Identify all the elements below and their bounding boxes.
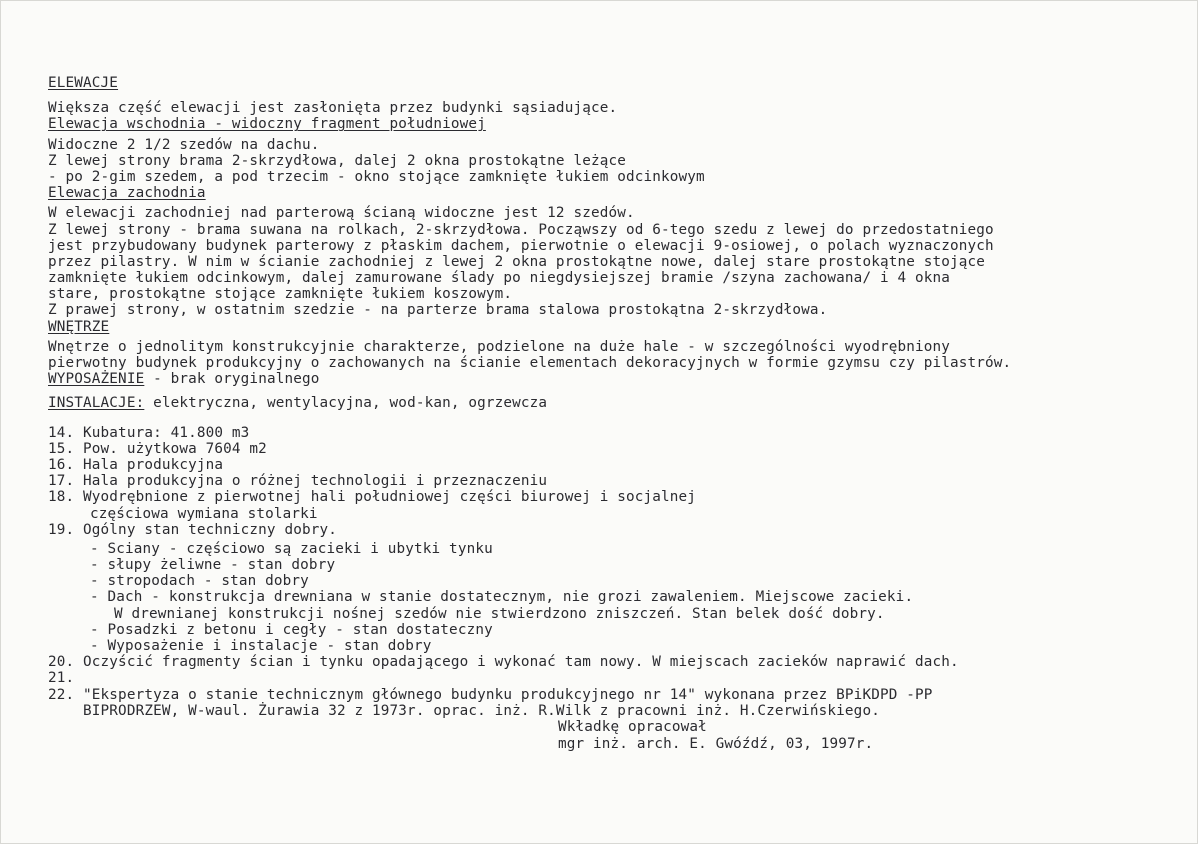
text-line: Z lewej strony - brama suwana na rolkach, 2-skrzydłowa. Począwszy od 6-tego szedu z lewej do przedostatniego xyxy=(48,221,994,238)
subheading-east-elevation: Elewacja wschodnia - widoczny fragment południowej xyxy=(48,116,486,133)
numbered-item: 20. Oczyścić fragmenty ścian i tynku opadającego i wykonać tam nowy. W miejscach zacieków naprawić dach. xyxy=(48,654,959,671)
text-line: W elewacji zachodniej nad parterową ścianą widoczne jest 12 szedów. xyxy=(48,205,635,222)
condition-bullet: - stropodach - stan dobry xyxy=(90,573,309,590)
section-heading-wnetrze: WNĘTRZE xyxy=(48,318,110,335)
numbered-item: 15. Pow. użytkowa 7604 m2 xyxy=(48,440,267,457)
equipment-line xyxy=(48,371,1183,387)
numbered-item: 19. Ogólny stan techniczny dobry. xyxy=(48,521,337,538)
equipment-value: - brak oryginalnego xyxy=(144,371,320,388)
typed-document xyxy=(48,75,1183,752)
installations-value: elektryczna, wentylacyjna, wod-kan, ogrzewcza xyxy=(144,395,548,412)
text-line: przez pilastry. W nim w ścianie zachodniej z lewej 2 okna prostokątne nowe, dalej stare prostokątne stojące xyxy=(48,253,986,270)
section-heading-elewacje: ELEWACJE xyxy=(48,75,119,91)
condition-bullet-continuation: W drewnianej konstrukcji nośnej szedów nie stwierdzono zniszczeń. Stan belek dość dobry. xyxy=(114,605,885,622)
text-line: pierwotny budynek produkcyjny o zachowanych na ścianie elementach dekoracyjnych w formie gzymsu czy pilastrów. xyxy=(48,355,1012,371)
condition-bullet: - Sciany - częściowo są zacieki i ubytki tynku xyxy=(90,540,493,557)
condition-bullet: - Dach - konstrukcja drewniana w stanie dostatecznym, nie grozi zawaleniem. Miejscowe zacieki. xyxy=(90,589,914,606)
text-line: zamknięte łukiem odcinkowym, dalej zamurowane ślady po niegdysiejszej bramie /szyna zachowana/ i 4 okna xyxy=(48,270,951,287)
installations-line xyxy=(48,395,1183,411)
numbered-item: 16. Hala produkcyjna xyxy=(48,456,224,473)
text-line: Wnętrze o jednolitym konstrukcyjnie charakterze, podzielone na duże hale - w szczególności wyodrębniony xyxy=(48,338,951,355)
author-signature: mgr inż. arch. E. Gwóźdź, 03, 1997r. xyxy=(558,736,874,753)
numbered-item: 22. "Ekspertyza o stanie technicznym głównego budynku produkcyjnego nr 14" wykonana przez BPiKDPD -PP xyxy=(48,686,933,703)
text-line: Większa część elewacji jest zasłonięta przez budynki sąsiadujące. xyxy=(48,100,618,117)
signature-caption: Wkładkę opracował xyxy=(558,718,707,735)
subheading-west-elevation: Elewacja zachodnia xyxy=(48,185,206,202)
numbered-item: 21. xyxy=(48,670,75,687)
condition-bullet: - Wyposażenie i instalacje - stan dobry xyxy=(90,638,432,654)
text-line: stare, prostokątne stojące zamknięte łukiem koszowym. xyxy=(48,286,513,303)
numbered-item-continuation: częściowa wymiana stolarki xyxy=(90,505,318,522)
condition-bullet: - słupy żeliwne - stan dobry xyxy=(90,557,336,574)
text-line: jest przybudowany budynek parterowy z płaskim dachem, pierwotnie o elewacji 9-osiowej, o polach wyznaczonych xyxy=(48,237,994,254)
numbered-item: 18. Wyodrębnione z pierwotnej hali południowej części biurowej i socjalnej xyxy=(48,489,697,506)
text-line: Z prawej strony, w ostatnim szedzie - na parterze brama stalowa prostokątna 2-skrzydłowa. xyxy=(48,302,828,319)
numbered-item: 14. Kubatura: 41.800 m3 xyxy=(48,424,250,441)
text-line: Widoczne 2 1/2 szedów na dachu. xyxy=(48,136,320,153)
numbered-item: 17. Hala produkcyjna o różnej technologii i przeznaczeniu xyxy=(48,473,548,490)
text-line: - po 2-gim szedem, a pod trzecim - okno stojące zamknięte łukiem odcinkowym xyxy=(48,168,705,185)
condition-bullet: - Posadzki z betonu i cegły - stan dostateczny xyxy=(90,621,493,638)
section-heading-instalacje: INSTALACJE: xyxy=(48,395,145,412)
numbered-item-continuation: BIPRODRZEW, W-waul. Żurawia 32 z 1973r. oprac. inż. R.Wilk z pracowni inż. H.Czerwińskiego. xyxy=(48,702,880,719)
text-line: Z lewej strony brama 2-skrzydłowa, dalej 2 okna prostokątne leżące xyxy=(48,152,626,169)
section-heading-wyposazenie: WYPOSAŻENIE xyxy=(48,371,145,388)
